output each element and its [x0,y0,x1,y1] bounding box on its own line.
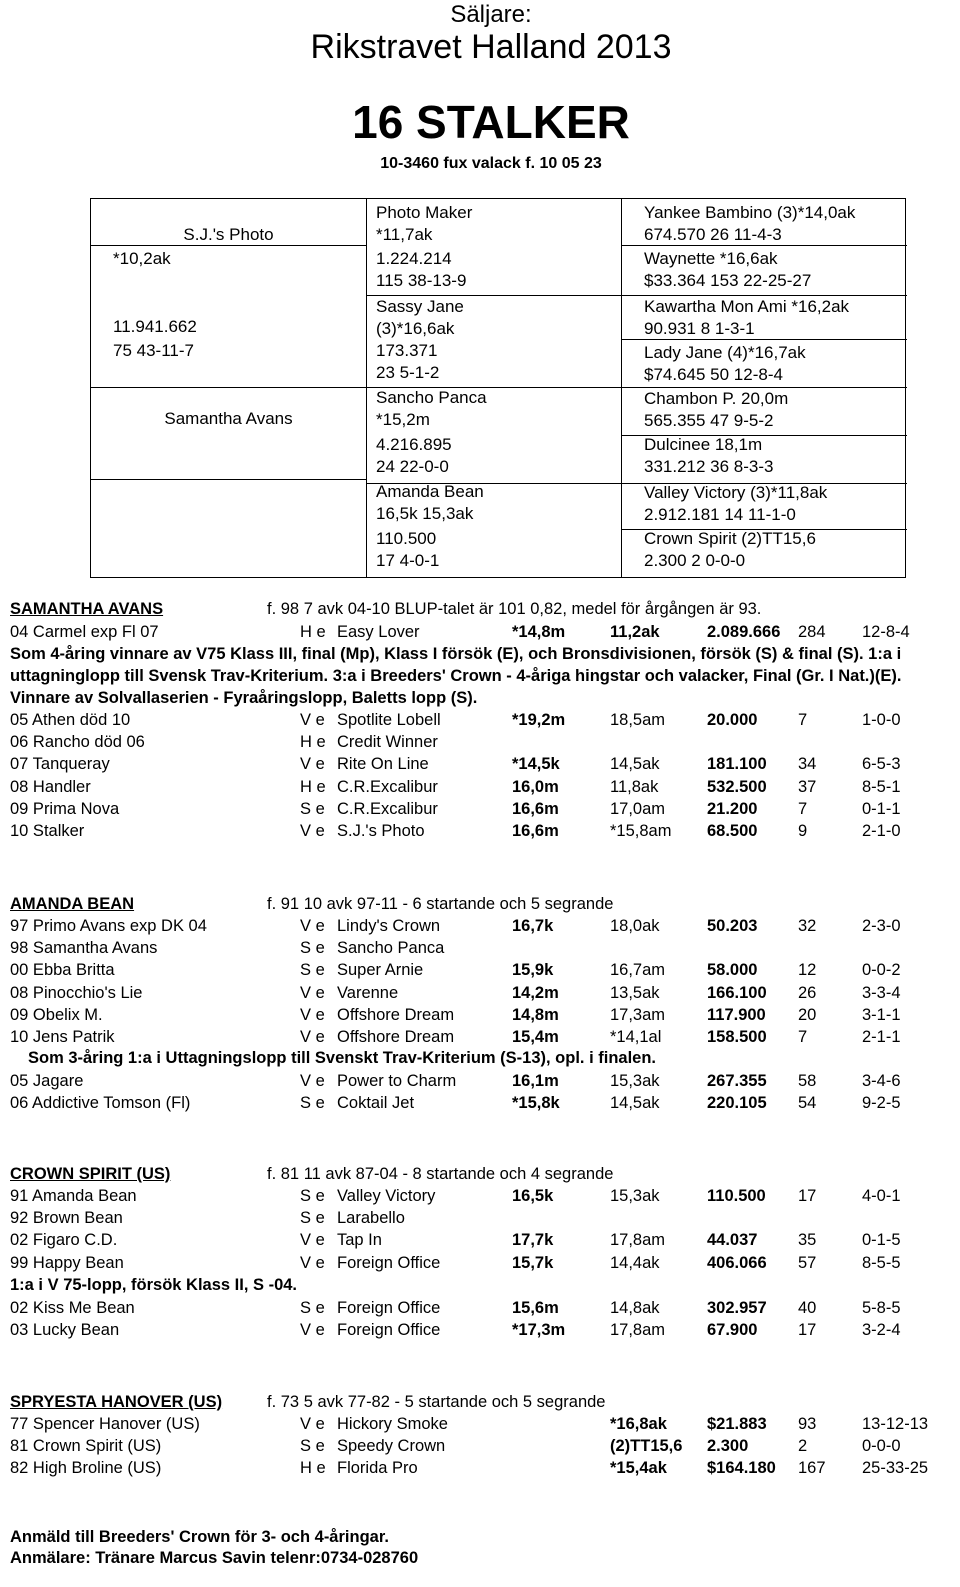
offspring-money: 110.500 [707,1187,766,1205]
offspring-name: 00 Ebba Britta [10,961,115,980]
sire-sire-record: *11,7ak [376,225,433,244]
offspring-placings: 4-0-1 [862,1187,901,1205]
offspring-money: 406.066 [707,1253,767,1272]
offspring-sex: S e [300,1187,325,1205]
g3-6-name: Dulcinee 18,1m [644,435,763,454]
offspring-sex: H e [300,733,326,752]
offspring-name: 06 Addictive Tomson (Fl) [10,1094,191,1113]
offspring-name: 02 Kiss Me Bean [10,1299,135,1317]
offspring-sire: Offshore Dream [337,1005,455,1024]
offspring-placings: 12-8-4 [862,623,910,641]
offspring-record-1: 14,2m [512,983,559,1002]
footer-contact: Anmälare: Tränare Marcus Savin telenr:0734-028760 [10,1549,419,1567]
section-name: CROWN SPIRIT (US) [10,1165,171,1183]
offspring-sire: Foreign Office [337,1321,441,1340]
offspring-starts: 2 [798,1437,808,1456]
pedigree-table [90,198,906,578]
offspring-name: 02 Figaro C.D. [10,1231,118,1250]
offspring-record-2: 17,8am [610,1231,666,1250]
g3-5-name: Chambon P. 20,0m [644,389,789,408]
offspring-money: 50.203 [707,917,758,935]
offspring-starts: 58 [798,1072,817,1090]
offspring-record-2: 15,3ak [610,1072,660,1090]
offspring-sex: S e [300,799,325,818]
offspring-record-1: *19,2m [512,711,566,729]
offspring-record-2: 13,5ak [610,983,660,1002]
offspring-name: 82 High Broline (US) [10,1459,162,1478]
offspring-record-1: 15,7k [512,1253,554,1272]
offspring-record-1: 16,7k [512,917,554,935]
offspring-sex: S e [300,1437,325,1456]
offspring-name: 91 Amanda Bean [10,1187,137,1205]
offspring-money: $21.883 [707,1415,767,1433]
offspring-name: 04 Carmel exp Fl 07 [10,623,159,641]
offspring-placings: 0-0-2 [862,961,901,980]
offspring-name: 81 Crown Spirit (US) [10,1437,162,1456]
offspring-name: 77 Spencer Hanover (US) [10,1415,200,1433]
offspring-record-2: 15,3ak [610,1187,660,1205]
offspring-sire: Power to Charm [337,1072,457,1090]
offspring-sex: V e [300,1072,325,1090]
offspring-name: 09 Prima Nova [10,799,120,818]
offspring-record-1: 15,9k [512,961,554,980]
section-name: SPRYESTA HANOVER (US) [10,1393,223,1411]
offspring-sire: Speedy Crown [337,1437,446,1456]
offspring-name: 07 Tanqueray [10,755,110,774]
g3-8-name: Crown Spirit (2)TT15,6 [644,529,816,548]
offspring-name: 92 Brown Bean [10,1209,123,1228]
offspring-name: 99 Happy Bean [10,1253,124,1272]
offspring-starts: 7 [798,711,808,729]
offspring-sire: Super Arnie [337,961,424,980]
offspring-money: 302.957 [707,1299,767,1317]
offspring-record-2: 14,4ak [610,1253,660,1272]
offspring-money: $164.180 [707,1459,776,1478]
offspring-sire: Offshore Dream [337,1028,455,1046]
offspring-sex: S e [300,1299,325,1317]
offspring-placings: 3-2-4 [862,1321,901,1340]
offspring-sire: Tap In [337,1231,382,1250]
offspring-starts: 284 [798,623,826,641]
offspring-starts: 54 [798,1094,817,1113]
offspring-record-1: 16,6m [512,822,559,840]
offspring-starts: 17 [798,1187,817,1205]
offspring-starts: 167 [798,1459,826,1478]
sire-dam-name: Sassy Jane [376,297,464,316]
offspring-money: 68.500 [707,822,758,840]
g3-2-stats: $33.364 153 22-25-27 [644,271,812,290]
horse-name: 16 STALKER [352,96,630,148]
offspring-record-1: *15,8k [512,1094,560,1113]
offspring-sex: S e [300,939,325,958]
offspring-sire: Spotlite Lobell [337,711,441,729]
offspring-sire: Coktail Jet [337,1094,415,1113]
dam-name: Samantha Avans [164,409,293,428]
offspring-name: 09 Obelix M. [10,1005,103,1024]
offspring-record-2: 11,2ak [610,623,660,641]
race-name: Rikstravet Halland 2013 [310,28,672,66]
dam-sire-earnings: 4.216.895 [376,435,452,454]
offspring-money: 20.000 [707,711,758,729]
offspring-starts: 37 [798,777,817,796]
offspring-record-1: *17,3m [512,1321,566,1340]
offspring-record: *15,4ak [610,1459,667,1478]
offspring-starts: 17 [798,1321,817,1340]
section-summary: f. 73 5 avk 77-82 - 5 startande och 5 segrande [267,1393,606,1411]
dam-dam-name: Amanda Bean [376,482,484,501]
g3-8-stats: 2.300 2 0-0-0 [644,551,746,570]
sire-dam-starts: 23 5-1-2 [376,363,440,382]
dam-sire-name: Sancho Panca [376,388,487,407]
g3-4-stats: $74.645 50 12-8-4 [644,365,783,384]
offspring-record-2: *15,8am [610,822,672,840]
offspring-record-2: 14,8ak [610,1299,660,1317]
seller-label: Säljare: [450,1,532,28]
offspring-money: 181.100 [707,755,767,774]
offspring-sex: V e [300,755,325,774]
sire-dam-earnings: 173.371 [376,341,438,360]
offspring-record-1: 17,7k [512,1231,554,1250]
section-summary: f. 81 11 avk 87-04 - 8 startande och 4 segrande [267,1165,614,1183]
offspring-starts: 26 [798,983,817,1002]
offspring-record-1: 14,8m [512,1005,559,1024]
offspring-money: 2.089.666 [707,623,781,641]
footer [10,1527,418,1569]
g3-1-name: Yankee Bambino (3)*14,0ak [644,203,856,222]
offspring-record-2: 17,0am [610,799,666,818]
offspring-sire: Lindy's Crown [337,917,441,935]
offspring-record-1: 16,5k [512,1187,554,1205]
offspring-money: 21.200 [707,799,758,818]
offspring-money: 44.037 [707,1231,758,1250]
offspring-sire: Foreign Office [337,1253,441,1272]
offspring-record-1: 16,1m [512,1072,559,1090]
offspring-sire: S.J.'s Photo [337,822,425,840]
offspring-sex: V e [300,917,325,935]
dam-dam-record: 16,5k 15,3ak [376,504,474,523]
sire-sire-starts: 115 38-13-9 [376,271,467,290]
offspring-record: *16,8ak [610,1415,667,1433]
offspring-sex: H e [300,623,326,641]
offspring-sex: S e [300,961,325,980]
offspring-starts: 12 [798,961,817,980]
offspring-placings: 9-2-5 [862,1094,901,1113]
offspring-sex: S e [300,1094,325,1113]
offspring-sex: V e [300,822,325,840]
g3-3-name: Kawartha Mon Ami *16,2ak [644,297,850,316]
offspring-starts: 9 [798,822,808,840]
offspring-money: 166.100 [707,983,767,1002]
offspring-sex: H e [300,777,326,796]
offspring-money: 67.900 [707,1321,758,1340]
offspring-sire: Credit Winner [337,733,438,752]
offspring-sire: Hickory Smoke [337,1415,448,1433]
offspring-name: 98 Samantha Avans [10,939,158,958]
offspring-sire: Florida Pro [337,1459,418,1478]
offspring-starts: 35 [798,1231,817,1250]
sire-starts: 75 43-11-7 [113,341,194,360]
offspring-sire: Easy Lover [337,623,420,641]
section-name: SAMANTHA AVANS [10,600,164,618]
offspring-record-1: 16,0m [512,777,559,796]
section-name: AMANDA BEAN [10,895,135,913]
offspring-placings: 3-3-4 [862,983,901,1002]
offspring-name: 10 Stalker [10,822,85,840]
offspring-record-2: 11,8ak [610,777,659,796]
offspring-sire: Valley Victory [337,1187,436,1205]
offspring-starts: 40 [798,1299,817,1317]
offspring-sire: Rite On Line [337,755,429,774]
offspring-sire: Varenne [337,983,399,1002]
offspring-starts: 7 [798,799,808,818]
footer-entry-note: Anmäld till Breeders' Crown för 3- och 4-åringar. [10,1528,389,1546]
offspring-sex: V e [300,983,325,1002]
offspring-record-2: 14,5ak [610,755,660,774]
offspring-name: 08 Handler [10,777,91,796]
offspring-sex: V e [300,1321,325,1340]
offspring-name: 05 Jagare [10,1072,84,1090]
offspring-placings: 2-1-1 [862,1028,901,1046]
offspring-money: 158.500 [707,1028,767,1046]
offspring-sex: V e [300,1253,325,1272]
offspring-placings: 0-0-0 [862,1437,901,1456]
g3-2-name: Waynette *16,6ak [644,249,778,268]
dam-sire-starts: 24 22-0-0 [376,457,449,476]
offspring-sex: V e [300,1415,325,1433]
offspring-starts: 57 [798,1253,817,1272]
offspring-sex: V e [300,1028,325,1046]
offspring-name: 08 Pinocchio's Lie [10,983,143,1002]
offspring-record-2: 18,0ak [610,917,660,935]
sire-sire-name: Photo Maker [376,203,473,222]
offspring-sex: H e [300,1459,326,1478]
g3-1-stats: 674.570 26 11-4-3 [644,225,782,244]
sire-name: S.J.'s Photo [183,225,274,244]
offspring-money: 2.300 [707,1437,749,1456]
offspring-sire: Foreign Office [337,1299,441,1317]
dam-dam-starts: 17 4-0-1 [376,551,440,570]
offspring-placings: 25-33-25 [862,1459,929,1478]
offspring-placings: 13-12-13 [862,1415,929,1433]
section-note: 1:a i V 75-lopp, försök Klass II, S -04. [10,1276,298,1294]
offspring-money: 220.105 [707,1094,767,1113]
sire-earnings: 11.941.662 [113,317,197,336]
offspring-record-2: 17,8am [610,1321,666,1340]
offspring-placings: 3-1-1 [862,1005,901,1024]
offspring-starts: 32 [798,917,817,935]
offspring-sex: S e [300,1209,325,1228]
section-note: Som 3-åring 1:a i Uttagningslopp till Svenskt Trav-Kriterium (S-13), opl. i finalen. [28,1049,657,1067]
offspring-placings: 2-1-0 [862,822,901,840]
offspring-money: 58.000 [707,961,758,980]
offspring-sire: Larabello [337,1209,405,1228]
offspring-placings: 8-5-1 [862,777,901,796]
offspring-record-1: *14,5k [512,755,560,774]
offspring-name: 06 Rancho död 06 [10,733,145,752]
offspring-placings: 8-5-5 [862,1253,901,1272]
offspring-placings: 0-1-5 [862,1231,901,1250]
sire-dam-record: (3)*16,6ak [376,319,455,338]
sire-sire-earnings: 1.224.214 [376,249,452,268]
dam-dam-earnings: 110.500 [376,529,437,548]
g3-6-stats: 331.212 36 8-3-3 [644,457,774,476]
horse-info: 10-3460 fux valack f. 10 05 23 [380,155,602,172]
offspring-record-1: 15,6m [512,1299,559,1317]
sire-record: *10,2ak [113,249,171,268]
offspring-placings: 3-4-6 [862,1072,901,1090]
offspring-record-2: 16,7am [610,961,666,980]
offspring-name: 03 Lucky Bean [10,1321,120,1340]
offspring-starts: 34 [798,755,817,774]
offspring-sex: V e [300,1005,325,1024]
offspring-name: 05 Athen död 10 [10,711,131,729]
offspring-record-2: 14,5ak [610,1094,660,1113]
offspring-record-1: *14,8m [512,623,566,641]
offspring-record-2: 18,5am [610,711,666,729]
offspring-placings: 6-5-3 [862,755,901,774]
offspring-money: 532.500 [707,777,767,796]
g3-4-name: Lady Jane (4)*16,7ak [644,343,806,362]
offspring-name: 97 Primo Avans exp DK 04 [10,917,207,935]
offspring-record-1: 16,6m [512,799,559,818]
g3-5-stats: 565.355 47 9-5-2 [644,411,774,430]
offspring-record: (2)TT15,6 [610,1437,683,1456]
dam-sire-record: *15,2m [376,410,430,429]
offspring-sex: V e [300,1231,325,1250]
offspring-starts: 7 [798,1028,808,1046]
offspring-money: 117.900 [707,1005,766,1024]
offspring-sire: C.R.Excalibur [337,777,438,796]
offspring-sire: C.R.Excalibur [337,799,438,818]
offspring-sex: V e [300,711,325,729]
offspring-record-1: 15,4m [512,1028,559,1046]
offspring-starts: 20 [798,1005,817,1024]
offspring-placings: 5-8-5 [862,1299,901,1317]
g3-7-stats: 2.912.181 14 11-1-0 [644,505,796,524]
offspring-record-2: *14,1al [610,1028,662,1046]
offspring-money: 267.355 [707,1072,767,1090]
offspring-placings: 1-0-0 [862,711,901,729]
offspring-starts: 93 [798,1415,817,1433]
offspring-name: 10 Jens Patrik [10,1028,115,1046]
offspring-record-2: 17,3am [610,1005,666,1024]
offspring-placings: 0-1-1 [862,799,901,818]
g3-7-name: Valley Victory (3)*11,8ak [644,483,828,502]
offspring-placings: 2-3-0 [862,917,901,935]
offspring-sire: Sancho Panca [337,939,445,958]
section-summary: f. 98 7 avk 04-10 BLUP-talet är 101 0,82, medel för årgången är 93. [267,600,762,618]
section-summary: f. 91 10 avk 97-11 - 6 startande och 5 segrande [267,895,614,913]
g3-3-stats: 90.931 8 1-3-1 [644,319,755,338]
section-note: Som 4-åring vinnare av V75 Klass III, final (Mp), Klass I försök (E), och Bronsdivisionen, försök (S) & final (S). 1:a i uttagninglopp till Svensk Trav-Kriterium. 3:a i Breeders' Crown - 4-åriga hingstar och valacker, Final (Gr. I Nat.)(E). Vinnare av Solvallaserien - Fyraåringslopp, Baletts lopp (S). [10,645,902,707]
